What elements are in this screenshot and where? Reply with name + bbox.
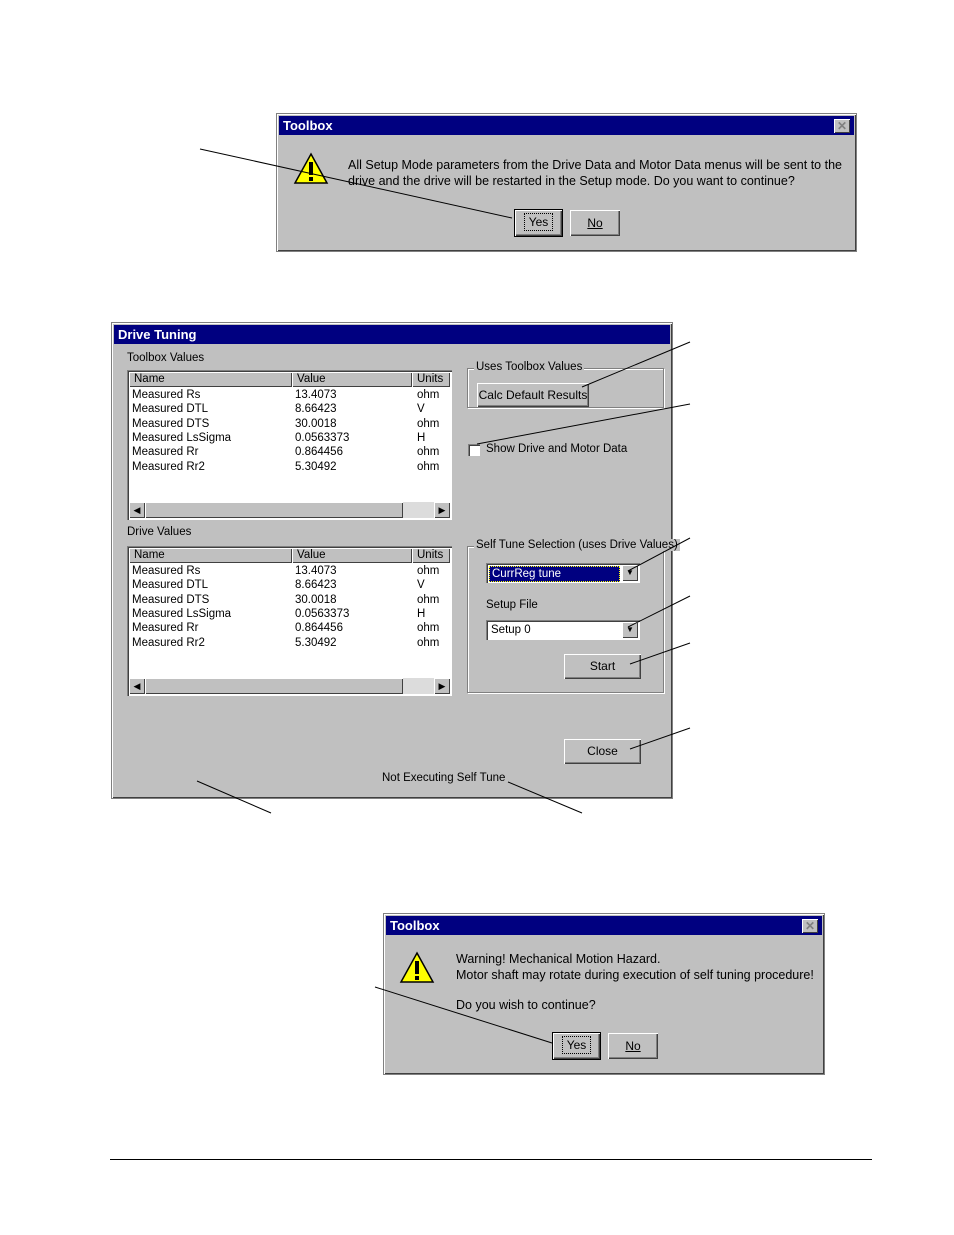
row-name: Measured DTS <box>132 417 210 430</box>
close-button[interactable]: Close <box>564 739 641 764</box>
row-value: 30.0018 <box>295 417 337 430</box>
row-value: 0.0563373 <box>295 607 350 620</box>
setup-file-label: Setup File <box>486 599 538 611</box>
column-header-units[interactable]: Units <box>412 548 450 563</box>
column-header-units[interactable]: Units <box>412 372 450 387</box>
row-value: 0.0563373 <box>295 431 350 444</box>
drive-values-label: Drive Values <box>127 526 192 538</box>
leader-line-calc <box>582 342 690 387</box>
row-units: ohm <box>417 460 440 473</box>
row-name: Measured DTL <box>132 579 209 592</box>
column-header-value[interactable]: Value <box>292 548 412 563</box>
row-units: H <box>417 431 426 444</box>
column-header-value[interactable]: Value <box>292 372 412 387</box>
group-legend: Self Tune Selection (uses Drive Values) <box>476 539 678 551</box>
row-value: 8.66423 <box>295 579 337 592</box>
dialog-title: Toolbox <box>283 118 333 133</box>
row-name: Measured Rr <box>132 446 199 459</box>
row-name: Measured Rs <box>132 389 201 401</box>
self-tune-select[interactable]: CurrReg tune ▼ <box>486 563 640 583</box>
row-name: Measured Rr2 <box>132 636 205 649</box>
message-line-1: Warning! Mechanical Motion Hazard. <box>456 952 661 966</box>
row-value: 5.30492 <box>295 460 337 473</box>
dialog-title: Toolbox <box>390 918 440 933</box>
row-units: ohm <box>417 417 440 430</box>
show-drive-motor-data-label[interactable]: Show Drive and Motor Data <box>486 443 628 455</box>
leader-line-checkbox <box>477 404 690 444</box>
row-name: Measured LsSigma <box>132 431 232 444</box>
toolbox-values-label: Toolbox Values <box>127 352 205 364</box>
row-name: Measured Rr2 <box>132 460 205 473</box>
setup-file-select[interactable]: Setup 0 ▼ <box>486 620 640 640</box>
row-name: Measured LsSigma <box>132 607 232 620</box>
row-units: ohm <box>417 636 440 649</box>
leader-line-start <box>630 643 690 664</box>
row-units: ohm <box>417 622 440 635</box>
yes-button[interactable]: Yes <box>514 209 563 237</box>
message-line-3: Do you wish to continue? <box>456 998 596 1012</box>
leader-line-status <box>508 782 582 813</box>
row-name: Measured Rs <box>132 565 201 577</box>
footer-rule <box>110 1159 872 1160</box>
group-legend: Uses Toolbox Values <box>476 361 583 373</box>
row-name: Measured DTL <box>132 403 209 416</box>
row-units: ohm <box>417 389 440 401</box>
status-text: Not Executing Self Tune <box>382 772 506 784</box>
row-value: 0.864456 <box>295 622 343 635</box>
row-units: V <box>417 403 425 416</box>
column-header-name[interactable]: Name <box>129 372 292 387</box>
start-button[interactable]: Start <box>564 654 641 679</box>
no-button[interactable]: No <box>608 1033 658 1059</box>
row-units: ohm <box>417 446 440 459</box>
arrow-right-icon[interactable]: ▶ <box>434 678 450 694</box>
chevron-down-icon[interactable]: ▼ <box>622 565 638 581</box>
leader-line-yes-2 <box>375 987 552 1043</box>
row-name: Measured Rr <box>132 622 199 635</box>
yes-button[interactable]: Yes <box>552 1032 601 1060</box>
message-line-2: Motor shaft may rotate during execution of self tuning procedure! <box>456 968 814 982</box>
row-name: Measured DTS <box>132 593 210 606</box>
arrow-right-icon[interactable]: ▶ <box>434 502 450 518</box>
row-units: V <box>417 579 425 592</box>
arrow-left-icon[interactable]: ◀ <box>129 502 145 518</box>
message-line-1: All Setup Mode parameters from the Drive Data and Motor Data menus will be sent to the <box>348 158 842 172</box>
no-button[interactable]: No <box>570 210 620 236</box>
row-value: 13.4073 <box>295 389 337 401</box>
leader-line-yes-1 <box>200 149 512 218</box>
row-units: ohm <box>417 565 440 577</box>
message-line-2: drive and the drive will be restarted in the Setup mode. Do you want to continue? <box>348 174 795 188</box>
row-value: 8.66423 <box>295 403 337 416</box>
leader-line-close <box>630 728 690 749</box>
row-value: 5.30492 <box>295 636 337 649</box>
leader-line-self-tune <box>628 538 690 571</box>
arrow-left-icon[interactable]: ◀ <box>129 678 145 694</box>
leader-line-setup-file <box>628 596 690 627</box>
row-units: ohm <box>417 593 440 606</box>
row-value: 13.4073 <box>295 565 337 577</box>
window-title: Drive Tuning <box>118 327 197 342</box>
close-icon[interactable]: ✕ <box>834 119 850 133</box>
row-value: 30.0018 <box>295 593 337 606</box>
row-units: H <box>417 607 426 620</box>
row-value: 0.864456 <box>295 446 343 459</box>
chevron-down-icon[interactable]: ▼ <box>622 622 638 638</box>
column-header-name[interactable]: Name <box>129 548 292 563</box>
calc-default-results-button[interactable]: Calc Default Results <box>477 383 589 407</box>
leader-line-window <box>197 781 271 813</box>
close-icon[interactable]: ✕ <box>802 919 818 933</box>
